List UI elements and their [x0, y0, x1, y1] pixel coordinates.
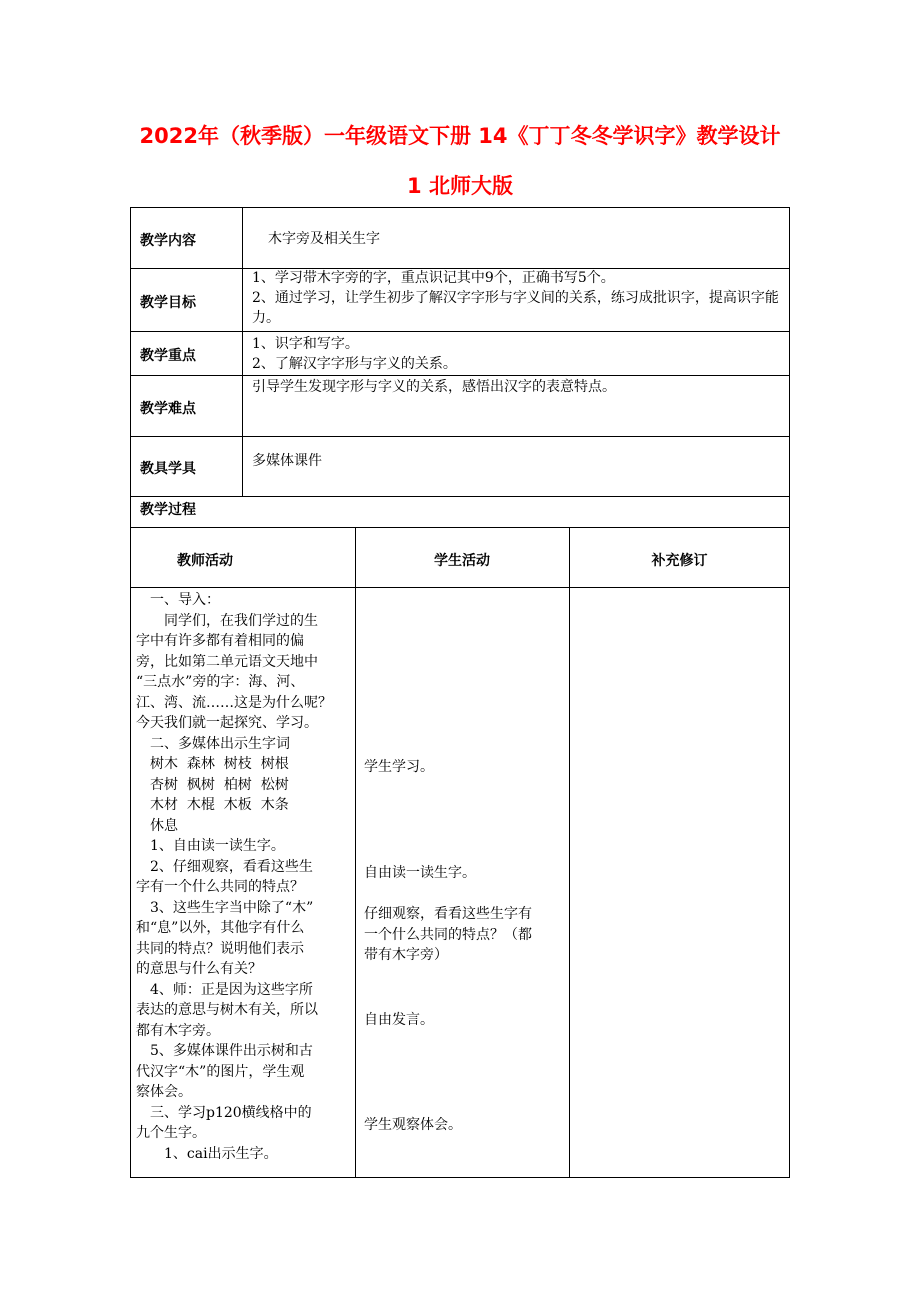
key-point-item: 2、了解汉字字形与字义的关系。: [252, 356, 457, 372]
teaching-goals-text: [252, 268, 782, 328]
label-teaching-process: 教学过程: [140, 502, 196, 518]
label-teaching-content: 教学内容: [140, 233, 196, 249]
student-activity-line: 一个什么共同的特点？（都: [364, 926, 532, 943]
document-title-line-1: 2022年（秋季版）一年级语文下册 14《丁丁冬冬学识字》教学设计: [139, 124, 781, 148]
document-title-line-2: 1 北师大版: [407, 174, 513, 198]
header-student-activity: 学生活动: [434, 553, 490, 569]
teacher-activity-line: 表达的意思与树木有关，所以: [136, 1002, 318, 1018]
teacher-activity-line: 和“息”以外，其他字有什么: [136, 920, 305, 936]
teacher-activity-line: “三点水”旁的字：海、河、: [136, 674, 305, 690]
teacher-activity-line: 木材 木棍 木板 木条: [136, 797, 289, 813]
teacher-activity-line: 字中有许多都有着相同的偏: [136, 633, 304, 649]
teacher-activity-line: 树木 森林 树枝 树根: [136, 756, 289, 772]
student-activity-line: 仔细观察，看看这些生字有: [364, 906, 532, 922]
header-revision: 补充修订: [651, 553, 708, 569]
teacher-activity-line: 一、导入：: [136, 592, 220, 608]
teacher-activity-line: 共同的特点？说明他们表示: [136, 940, 304, 957]
label-teaching-difficulties: 教学难点: [140, 401, 196, 417]
teacher-activity-line: 二、多媒体出示生字词: [136, 735, 290, 752]
teaching-goal-item: 1、学习带木字旁的字，重点识记其中9个，正确书写5个。: [252, 270, 615, 286]
teacher-activity-line: 代汉字“木”的图片，学生观: [136, 1063, 305, 1080]
teaching-goal-item: 2、通过学习，让学生初步了解汉字字形与字义间的关系，练习成批识字，提高识字能力。: [252, 290, 779, 326]
teacher-activity-line: 今天我们就一起探究、学习。: [136, 715, 318, 731]
teacher-activity-line: 4、师：正是因为这些字所: [136, 981, 313, 998]
student-activity-text: 自由发言。: [364, 1012, 434, 1028]
teacher-activity-line: 1、cai出示生字。: [136, 1145, 278, 1162]
student-activity-text: 学生观察体会。: [364, 1117, 462, 1133]
teaching-content-text: 木字旁及相关生字: [268, 231, 380, 247]
teacher-activity-column: [136, 590, 352, 1164]
header-teacher-activity: 教师活动: [177, 553, 233, 569]
teacher-activity-line: 江、湾、流……这是为什么呢？: [136, 694, 332, 711]
teaching-key-points-text: [252, 334, 782, 374]
key-point-item: 1、识字和写字。: [252, 336, 359, 352]
teacher-activity-line: 休息: [136, 817, 178, 834]
student-activity-text: 自由读一读生字。: [364, 865, 476, 881]
teacher-activity-line: 1、自由读一读生字。: [136, 838, 285, 854]
teacher-activity-line: 杏树 枫树 柏树 松树: [136, 776, 289, 793]
teacher-activity-line: 都有木字旁。: [136, 1022, 220, 1039]
teacher-activity-line: 同学们，在我们学过的生: [136, 612, 318, 629]
student-activity-text: [364, 904, 532, 966]
teacher-activity-line: 三、学习p120横线格中的: [136, 1104, 312, 1121]
teaching-tools-text: 多媒体课件: [252, 453, 322, 469]
label-teaching-goals: 教学目标: [140, 295, 196, 311]
teaching-difficulties-text: 引导学生发现字形与字义的关系，感悟出汉字的表意特点。: [252, 379, 616, 395]
teacher-activity-line: 5、多媒体课件出示树和古: [136, 1043, 313, 1059]
teacher-activity-line: 字有一个什么共同的特点？: [136, 879, 304, 895]
label-teaching-key-points: 教学重点: [140, 348, 196, 364]
teacher-activity-line: 察体会。: [136, 1084, 192, 1100]
teacher-activity-line: 2、仔细观察，看看这些生: [136, 858, 313, 875]
teacher-activity-line: 的意思与什么有关？: [136, 961, 262, 977]
student-activity-text: 学生学习。: [364, 759, 434, 775]
teacher-activity-line: 九个生字。: [136, 1125, 206, 1141]
student-activity-line: 带有木字旁）: [364, 947, 448, 963]
teacher-activity-line: 3、这些生字当中除了“木”: [136, 899, 314, 916]
teacher-activity-line: 旁，比如第二单元语文天地中: [136, 653, 318, 670]
label-teaching-tools: 教具学具: [140, 461, 196, 477]
